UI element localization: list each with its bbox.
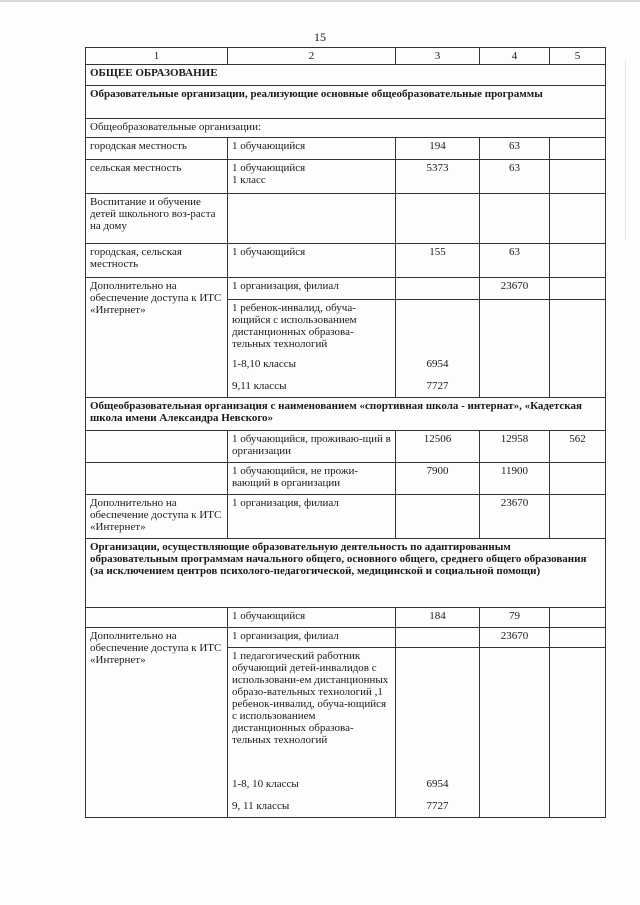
table-row <box>86 278 606 300</box>
category-cell: Воспитание и обучение детей школьного воз-раста на дому <box>86 194 228 244</box>
value-cell: 63 <box>480 244 550 278</box>
unit-cell <box>228 160 396 194</box>
category-cell <box>86 463 228 495</box>
value-cell <box>550 628 606 648</box>
value-cell <box>396 628 480 648</box>
unit-cell <box>228 194 396 244</box>
unit-cell: 1 обучающийся <box>228 608 396 628</box>
value-cell <box>550 495 606 539</box>
header-cell: 1 <box>86 48 228 65</box>
value-cell <box>550 798 606 818</box>
value-cell: 7727 <box>396 798 480 818</box>
value-cell <box>550 463 606 495</box>
header-cell: 5 <box>550 48 606 65</box>
table-row <box>86 495 606 539</box>
category-cell <box>86 431 228 463</box>
tariff-table <box>85 47 606 818</box>
value-cell <box>550 608 606 628</box>
value-cell <box>550 160 606 194</box>
value-cell <box>480 300 550 356</box>
value-cell: 63 <box>480 138 550 160</box>
value-cell: 5373 <box>396 160 480 194</box>
table-row <box>86 244 606 278</box>
unit-cell: 1 организация, филиал <box>228 628 396 648</box>
value-cell <box>480 378 550 398</box>
value-cell: 194 <box>396 138 480 160</box>
header-cell: 2 <box>228 48 396 65</box>
section-heading: Образовательные организации, реализующие основные общеобразовательные программы <box>86 86 606 119</box>
value-cell <box>396 300 480 356</box>
value-cell <box>550 278 606 300</box>
unit-line: 1 обучающийся <box>232 162 306 174</box>
value-cell: 12506 <box>396 431 480 463</box>
value-cell: 63 <box>480 160 550 194</box>
unit-cell: 1-8,10 классы <box>228 356 396 378</box>
value-cell <box>550 776 606 798</box>
table-row <box>86 160 606 194</box>
page-number: 15 <box>314 30 326 44</box>
unit-cell: 1 обучающийся, не прожи-вающий в организации <box>228 463 396 495</box>
section-heading: Общеобразовательная организация с наименованием «спортивная школа - интернат», «Кадетская школа имени Александра Невского» <box>86 398 606 431</box>
unit-cell: 1 педагогический работник обучающий детей-инвалидов с использовани-ем дистанционных образо-вательных технологий ,1 ребенок-инвалид, обуча-ющийся с использованием дистанционных образова-тельных технологий <box>228 648 396 776</box>
table-row <box>86 194 606 244</box>
unit-cell: 1 обучающийся <box>228 244 396 278</box>
unit-cell: 1-8, 10 классы <box>228 776 396 798</box>
section-title: ОБЩЕЕ ОБРАЗОВАНИЕ <box>86 65 606 86</box>
value-cell: 7727 <box>396 378 480 398</box>
subheading: Общеобразовательные организации: <box>86 119 606 138</box>
value-cell: 6954 <box>396 776 480 798</box>
section-heading-row <box>86 86 606 119</box>
scan-artifact <box>625 60 626 240</box>
scan-artifact <box>0 0 640 2</box>
value-cell: 79 <box>480 608 550 628</box>
value-cell: 7900 <box>396 463 480 495</box>
category-cell: Дополнительно на обеспечение доступа к ИТС «Интернет» <box>86 628 228 818</box>
value-cell <box>480 776 550 798</box>
header-cell: 4 <box>480 48 550 65</box>
value-cell: 23670 <box>480 495 550 539</box>
value-cell <box>480 356 550 378</box>
category-cell: Дополнительно на обеспечение доступа к ИТС «Интернет» <box>86 495 228 539</box>
value-cell: 12958 <box>480 431 550 463</box>
value-cell <box>550 300 606 356</box>
unit-cell: 1 организация, филиал <box>228 495 396 539</box>
unit-cell: 1 обучающийся <box>228 138 396 160</box>
section-heading-row <box>86 539 606 608</box>
value-cell <box>396 648 480 776</box>
value-cell <box>396 278 480 300</box>
value-cell <box>396 194 480 244</box>
value-cell: 184 <box>396 608 480 628</box>
section-heading-row <box>86 398 606 431</box>
section-heading: Организации, осуществляющие образовательную деятельность по адаптированным образовательным программам начального общего, основного общего, среднего общего образования (за исключением центров психолого-педагогической, медицинской и социальной помощи) <box>86 539 606 608</box>
unit-cell: 1 обучающийся, проживаю-щий в организации <box>228 431 396 463</box>
header-cell: 3 <box>396 48 480 65</box>
table-row <box>86 608 606 628</box>
value-cell <box>550 356 606 378</box>
table-row <box>86 628 606 648</box>
value-cell <box>480 798 550 818</box>
value-cell <box>550 138 606 160</box>
value-cell: 23670 <box>480 628 550 648</box>
table-row <box>86 138 606 160</box>
subheading-row <box>86 119 606 138</box>
value-cell: 11900 <box>480 463 550 495</box>
category-cell: городская местность <box>86 138 228 160</box>
table-row <box>86 431 606 463</box>
value-cell <box>550 648 606 776</box>
unit-line: 1 класс <box>232 174 266 186</box>
category-cell: Дополнительно на обеспечение доступа к ИТС «Интернет» <box>86 278 228 398</box>
table-row <box>86 463 606 495</box>
value-cell <box>550 194 606 244</box>
value-cell: 23670 <box>480 278 550 300</box>
value-cell <box>550 378 606 398</box>
header-row <box>86 48 606 65</box>
title-row <box>86 65 606 86</box>
category-cell: городская, сельская местность <box>86 244 228 278</box>
value-cell: 6954 <box>396 356 480 378</box>
value-cell <box>480 648 550 776</box>
unit-cell: 1 ребенок-инвалид, обуча-ющийся с использованием дистанционных образова-тельных технологий <box>228 300 396 356</box>
value-cell <box>480 194 550 244</box>
value-cell <box>550 244 606 278</box>
value-cell <box>396 495 480 539</box>
unit-cell: 9, 11 классы <box>228 798 396 818</box>
category-cell: сельская местность <box>86 160 228 194</box>
value-cell: 562 <box>550 431 606 463</box>
value-cell: 155 <box>396 244 480 278</box>
unit-cell: 9,11 классы <box>228 378 396 398</box>
category-cell <box>86 608 228 628</box>
unit-cell: 1 организация, филиал <box>228 278 396 300</box>
